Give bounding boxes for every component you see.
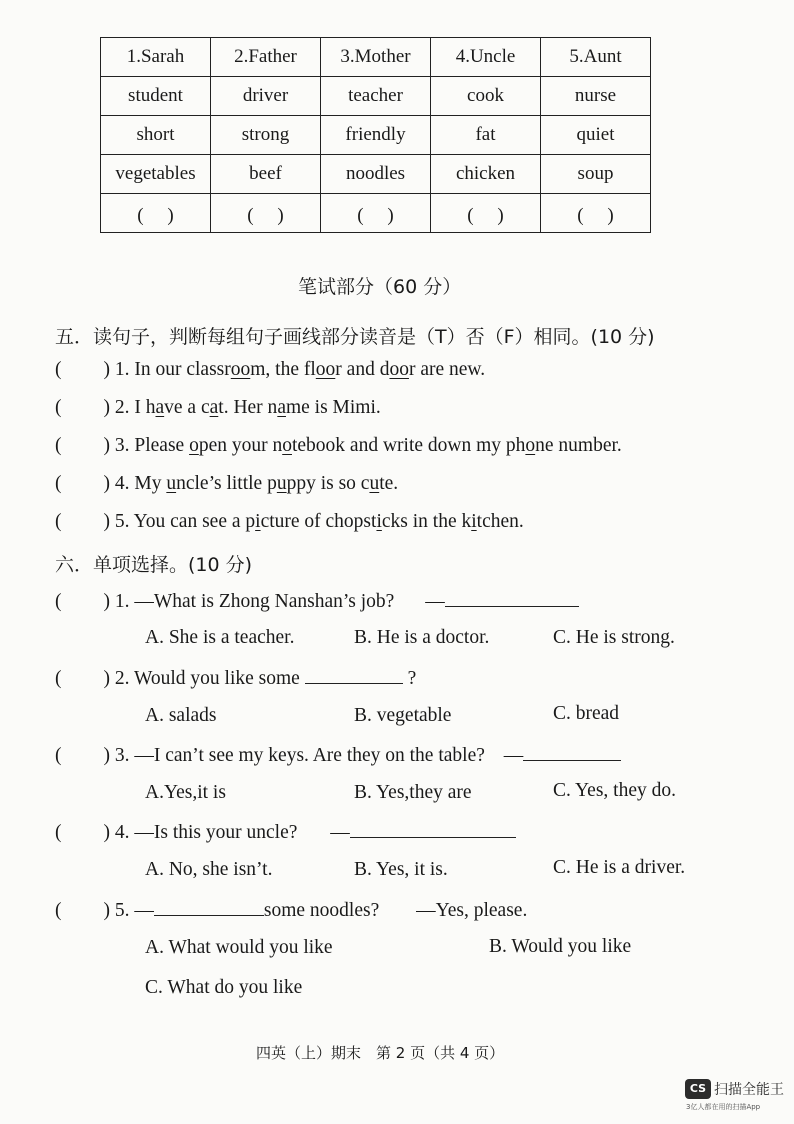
answer-cell[interactable]: ( ) (101, 194, 211, 233)
q2-option-c[interactable]: C. bread (553, 703, 620, 724)
q5-prefix: ) 5. — (103, 900, 154, 921)
underlined-letters: i (376, 511, 382, 532)
table-cell: student (101, 77, 211, 116)
sentence-text: tebook and write down my ph (291, 435, 526, 456)
sentence-text: ncle’s little p (176, 473, 277, 494)
sentence-text: ) 1. In our classr (103, 359, 231, 380)
q3-row (55, 743, 621, 767)
q5-text: some noodles? (263, 900, 380, 921)
underlined-letters: i (255, 511, 261, 532)
underlined-letters: o (282, 435, 292, 456)
answer-paren[interactable]: ( (55, 591, 62, 612)
sentence-text: r are new. (408, 359, 486, 380)
q4-option-b[interactable]: B. Yes, it is. (354, 859, 448, 880)
written-part-title: 笔试部分（60 分） (298, 276, 462, 298)
q2-question-mark: ? (407, 668, 417, 689)
underlined-letters: a (155, 397, 165, 418)
q2-text: ) 2. Would you like some (103, 668, 300, 689)
sentence-text: ) 4. My (103, 473, 167, 494)
sentence-text: me is Mimi. (285, 397, 381, 418)
q3-answer-blank[interactable] (523, 743, 621, 761)
answer-paren[interactable]: ( (55, 397, 62, 418)
underlined-letters: o (189, 435, 199, 456)
answer-cell[interactable]: ( ) (431, 194, 541, 233)
q1-row (55, 589, 579, 613)
q4-dash: — (330, 822, 350, 843)
sentence-text: ve a c (164, 397, 210, 418)
answer-paren[interactable]: ( (55, 473, 62, 494)
phonics-item (55, 511, 524, 533)
q5-option-c[interactable]: C. What do you like (145, 977, 303, 998)
table-cell: fat (431, 116, 541, 155)
q5-option-b[interactable]: B. Would you like (489, 936, 632, 957)
table-cell: 5.Aunt (541, 38, 651, 77)
table-cell: nurse (541, 77, 651, 116)
q3-text: ) 3. —I can’t see my keys. Are they on the table? (103, 745, 485, 766)
q1-option-b[interactable]: B. He is a doctor. (354, 627, 490, 648)
answer-paren[interactable]: ( (55, 435, 62, 456)
answer-paren[interactable]: ( (55, 511, 62, 532)
q5-answer-blank[interactable] (154, 898, 264, 916)
matching-table (100, 37, 651, 233)
table-cell: beef (211, 155, 321, 194)
table-row (101, 38, 651, 77)
table-cell: quiet (541, 116, 651, 155)
q1-answer-blank[interactable] (445, 589, 579, 607)
q5-option-a[interactable]: A. What would you like (145, 937, 333, 958)
sentence-text: cture of chopst (260, 511, 377, 532)
sentence-text: r and d (335, 359, 390, 380)
q1-option-a[interactable]: A. She is a teacher. (145, 627, 295, 648)
q1-option-c[interactable]: C. He is strong. (553, 627, 675, 648)
table-cell: 4.Uncle (431, 38, 541, 77)
table-cell: strong (211, 116, 321, 155)
table-cell: 3.Mother (321, 38, 431, 77)
q5-reply: —Yes, please. (416, 900, 528, 921)
sentence-text: ) 5. You can see a p (103, 511, 256, 532)
answer-cell[interactable]: ( ) (541, 194, 651, 233)
q2-option-b[interactable]: B. vegetable (354, 705, 452, 726)
table-cell: 1.Sarah (101, 38, 211, 77)
underlined-letters: u (166, 473, 177, 494)
q1-text: ) 1. —What is Zhong Nanshan’s job? (103, 591, 395, 612)
underlined-letters: a (277, 397, 286, 418)
sentence-text: te. (379, 473, 399, 494)
camscanner-tagline: 3亿人都在用的扫描App (686, 1103, 761, 1111)
sentence-text: ) 3. Please (103, 435, 190, 456)
answer-paren[interactable]: ( (55, 822, 62, 843)
sentence-text: ne number. (535, 435, 622, 456)
q2-row (55, 666, 416, 690)
underlined-letters: o (525, 435, 536, 456)
table-cell: short (101, 116, 211, 155)
phonics-item (55, 435, 622, 457)
sentence-text: tchen. (476, 511, 524, 532)
q4-text: ) 4. —Is this your uncle? (103, 822, 298, 843)
q4-option-c[interactable]: C. He is a driver. (553, 857, 686, 878)
underlined-letters: i (471, 511, 477, 532)
q5-row (55, 898, 527, 922)
camscanner-name: 扫描全能王 (714, 1082, 784, 1098)
table-cell: driver (211, 77, 321, 116)
underlined-letters: oo (389, 359, 409, 380)
underlined-letters: a (209, 397, 219, 418)
sentence-text: pen your n (198, 435, 283, 456)
sentence-text: cks in the k (381, 511, 472, 532)
answer-paren[interactable]: ( (55, 745, 62, 766)
underlined-letters: u (369, 473, 380, 494)
q1-dash: — (425, 591, 445, 612)
table-row (101, 155, 651, 194)
table-cell: friendly (321, 116, 431, 155)
table-cell: 2.Father (211, 38, 321, 77)
q3-option-c[interactable]: C. Yes, they do. (553, 780, 676, 801)
q2-answer-blank[interactable] (305, 666, 403, 684)
q2-option-a[interactable]: A. salads (145, 705, 217, 726)
underlined-letters: oo (315, 359, 336, 380)
table-cell: vegetables (101, 155, 211, 194)
sentence-text: ppy is so c (286, 473, 370, 494)
answer-cell[interactable]: ( ) (211, 194, 321, 233)
underlined-letters: oo (230, 359, 251, 380)
phonics-item (55, 397, 381, 419)
table-row (101, 194, 651, 233)
answer-paren[interactable]: ( (55, 900, 62, 921)
table-cell: chicken (431, 155, 541, 194)
underlined-letters: u (276, 473, 287, 494)
q3-option-a[interactable]: A.Yes,it is (145, 782, 226, 803)
page-footer: 四英（上）期末 第 2 页（共 4 页） (256, 1044, 505, 1062)
answer-paren[interactable]: ( (55, 359, 62, 380)
q3-option-b[interactable]: B. Yes,they are (354, 782, 472, 803)
table-cell: cook (431, 77, 541, 116)
table-cell: noodles (321, 155, 431, 194)
q4-answer-blank[interactable] (350, 820, 516, 838)
q4-row (55, 820, 516, 844)
q3-dash: — (503, 745, 524, 766)
section6-heading: 六．单项选择。(10 分) (55, 554, 253, 576)
table-cell: teacher (321, 77, 431, 116)
sentence-text: t. Her n (218, 397, 278, 418)
table-row (101, 116, 651, 155)
table-row (101, 77, 651, 116)
sentence-text: ) 2. I h (103, 397, 156, 418)
phonics-item (55, 359, 485, 381)
table-cell: soup (541, 155, 651, 194)
q4-option-a[interactable]: A. No, she isn’t. (145, 859, 273, 880)
section5-heading: 五．读句子，判断每组句子画线部分读音是（T）否（F）相同。(10 分) (55, 326, 655, 348)
camscanner-logo: CS (685, 1079, 711, 1099)
sentence-text: m, the fl (250, 359, 316, 380)
answer-cell[interactable]: ( ) (321, 194, 431, 233)
answer-paren[interactable]: ( (55, 668, 62, 689)
phonics-item (55, 473, 398, 495)
